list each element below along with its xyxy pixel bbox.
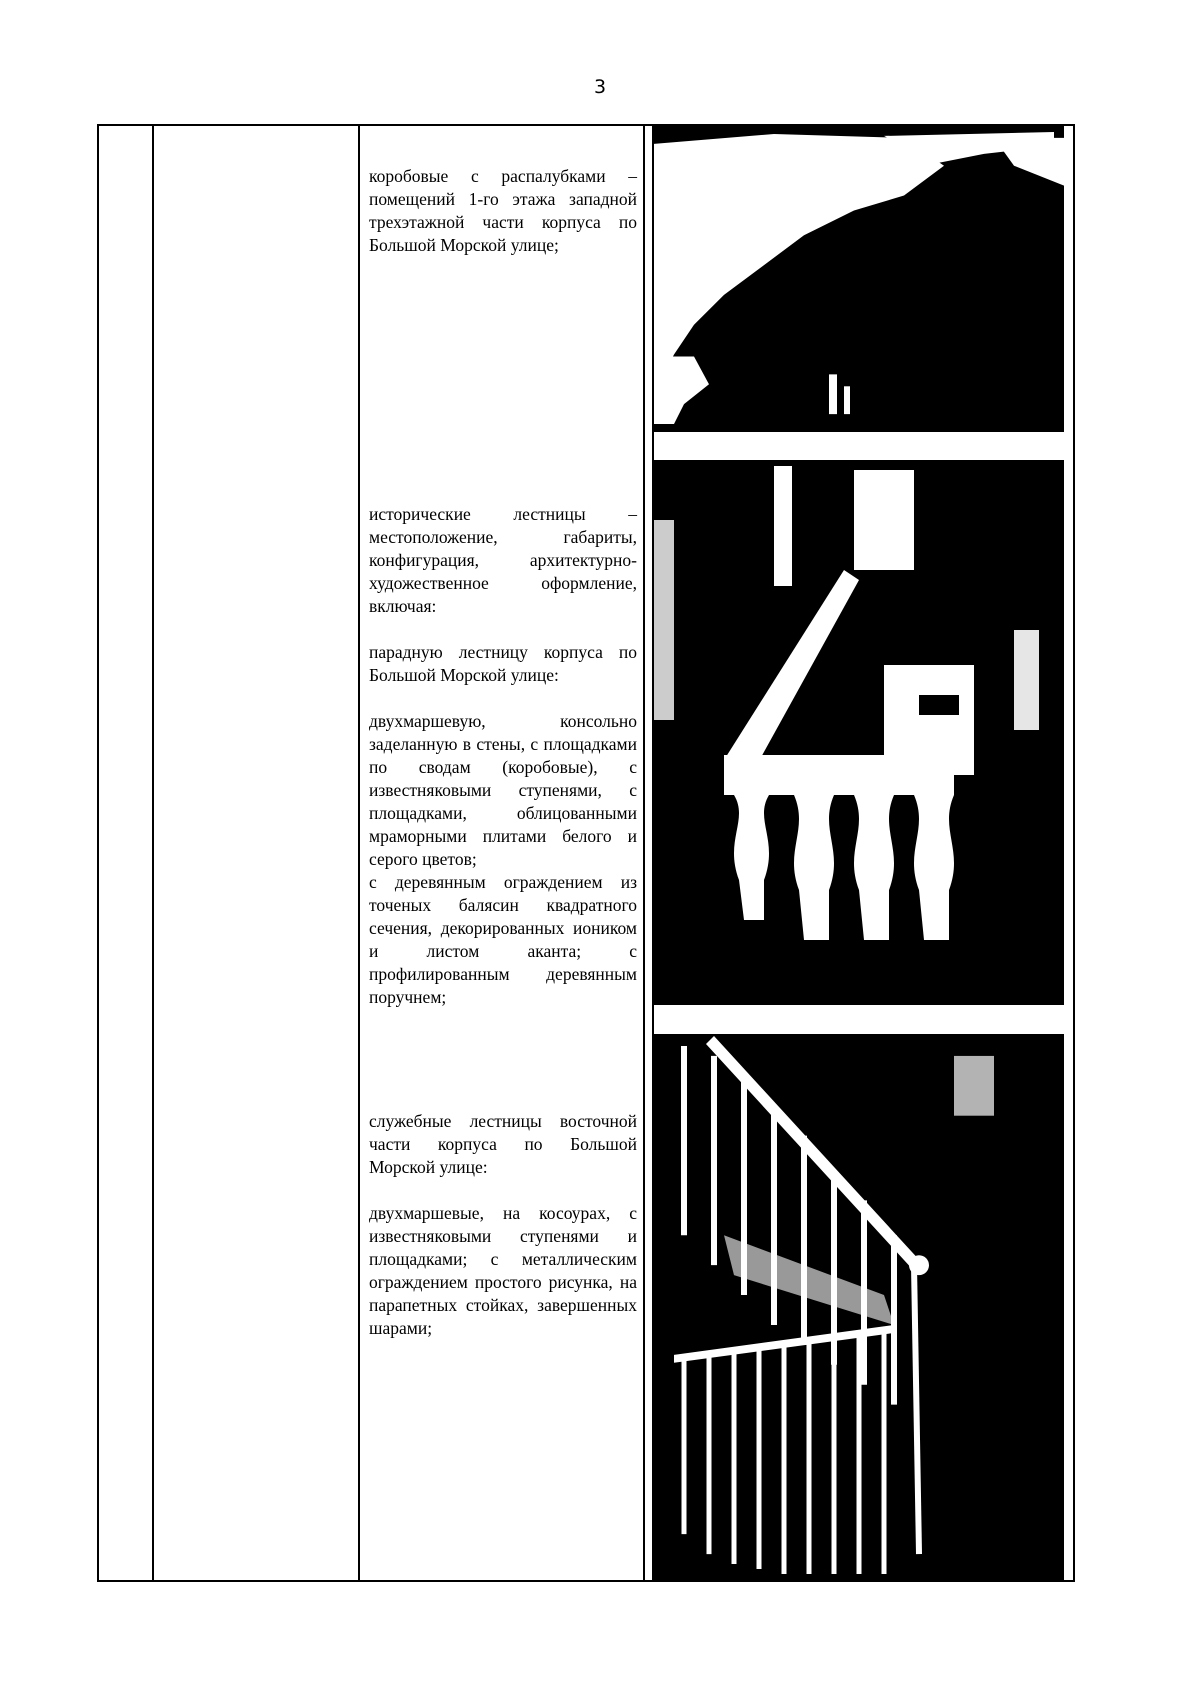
- column-divider-3: [643, 126, 645, 1580]
- main-staircase-photo: [654, 460, 1064, 1005]
- row-1-description: [369, 165, 637, 257]
- main-staircase-image: [654, 460, 1064, 1005]
- page-number: 3: [593, 76, 607, 98]
- service-staircase-photo: [654, 1034, 1064, 1580]
- vaulted-ceiling-image: [654, 126, 1064, 432]
- column-divider-2: [358, 126, 360, 1580]
- row-2-description: [369, 503, 637, 1009]
- row-2-paragraph-2: парадную лестницу корпуса по Большой Морской улице:: [369, 642, 637, 685]
- row-2-paragraph-3: двухмаршевую, консольно заделанную в стены, с площадками по сводам (коробовые), с известняковыми ступенями, с площадками, облицованными мраморными плитами белого и серого цветов; с деревянным ограждением из точеных балясин квадратного сечения, декорированных иоником и листом аканта; с профилированным деревянным поручнем;: [369, 711, 637, 1007]
- row-3-paragraph-2: двухмаршевые, на косоурах, с известняковыми ступенями и площадками; с металлическим ограждением простого рисунка, на парапетных стойках, завершенных шарами;: [369, 1203, 637, 1338]
- row-1-paragraph-1: коробовые с распалубками – помещений 1-го этажа западной трехэтажной части корпуса по Большой Морской улице;: [369, 166, 637, 255]
- vaulted-ceiling-photo: [654, 124, 1064, 432]
- row-3-paragraph-1: служебные лестницы восточной части корпуса по Большой Морской улице:: [369, 1111, 637, 1177]
- service-staircase-image: [654, 1036, 1064, 1580]
- row-2-paragraph-1: исторические лестницы – местоположение, габариты, конфигурация, архитектурно-художественное оформление, включая:: [369, 504, 637, 616]
- row-3-description: [369, 1110, 637, 1340]
- column-divider-1: [152, 126, 154, 1580]
